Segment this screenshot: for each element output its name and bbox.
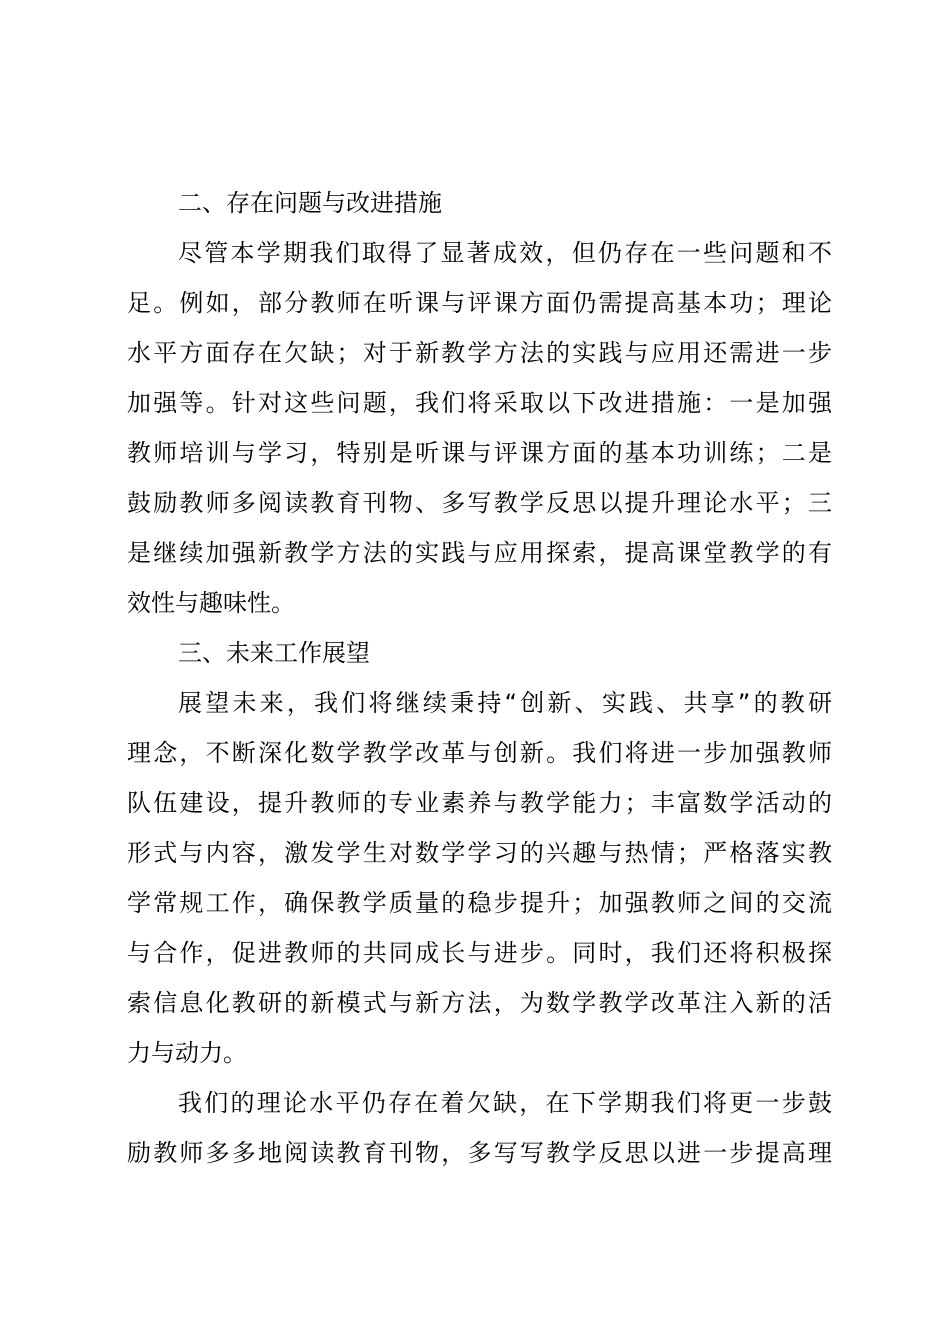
section-outlook — [127, 628, 832, 1078]
paragraph-line: 教师培训与学习，特别是听课与评课方面的基本功训练；二是 — [127, 439, 832, 467]
paragraph-line: 学常规工作，确保教学质量的稳步提升；加强教师之间的交流 — [127, 889, 832, 917]
section-heading: 二、存在问题与改进措施 — [178, 189, 442, 217]
paragraph-line: 索信息化教研的新模式与新方法，为数学教学改革注入新的活 — [127, 989, 832, 1017]
paragraph-line: 理念，不断深化数学教学改革与创新。我们将进一步加强教师 — [127, 739, 832, 767]
closing-paragraph — [127, 1078, 832, 1178]
paragraph-line: 与合作，促进教师的共同成长与进步。同时，我们还将积极探 — [127, 939, 832, 967]
paragraph-line: 效性与趣味性。 — [127, 589, 295, 617]
paragraph-line: 尽管本学期我们取得了显著成效，但仍存在一些问题和不 — [178, 239, 832, 267]
section-problems — [127, 178, 832, 628]
paragraph — [127, 228, 832, 628]
section-heading: 三、未来工作展望 — [178, 639, 370, 667]
paragraph-line: 鼓励教师多阅读教育刊物、多写教学反思以提升理论水平；三 — [127, 489, 832, 517]
paragraph — [127, 678, 832, 1078]
paragraph-line: 展望未来，我们将继续秉持“创新、实践、共享”的教研 — [178, 689, 832, 717]
paragraph-line: 力与动力。 — [127, 1039, 247, 1067]
document-page — [127, 178, 832, 1178]
paragraph-line: 我们的理论水平仍存在着欠缺，在下学期我们将更一步鼓 — [178, 1089, 832, 1117]
paragraph-line: 是继续加强新教学方法的实践与应用探索，提高课堂教学的有 — [127, 539, 832, 567]
paragraph-line: 队伍建设，提升教师的专业素养与教学能力；丰富数学活动的 — [127, 789, 832, 817]
paragraph-line: 形式与内容，激发学生对数学学习的兴趣与热情；严格落实教 — [127, 839, 832, 867]
paragraph-line: 足。例如，部分教师在听课与评课方面仍需提高基本功；理论 — [127, 289, 832, 317]
paragraph-line: 水平方面存在欠缺；对于新教学方法的实践与应用还需进一步 — [127, 339, 832, 367]
paragraph-line: 励教师多多地阅读教育刊物，多写写教学反思以进一步提高理 — [127, 1139, 832, 1167]
paragraph-line: 加强等。针对这些问题，我们将采取以下改进措施：一是加强 — [127, 389, 832, 417]
